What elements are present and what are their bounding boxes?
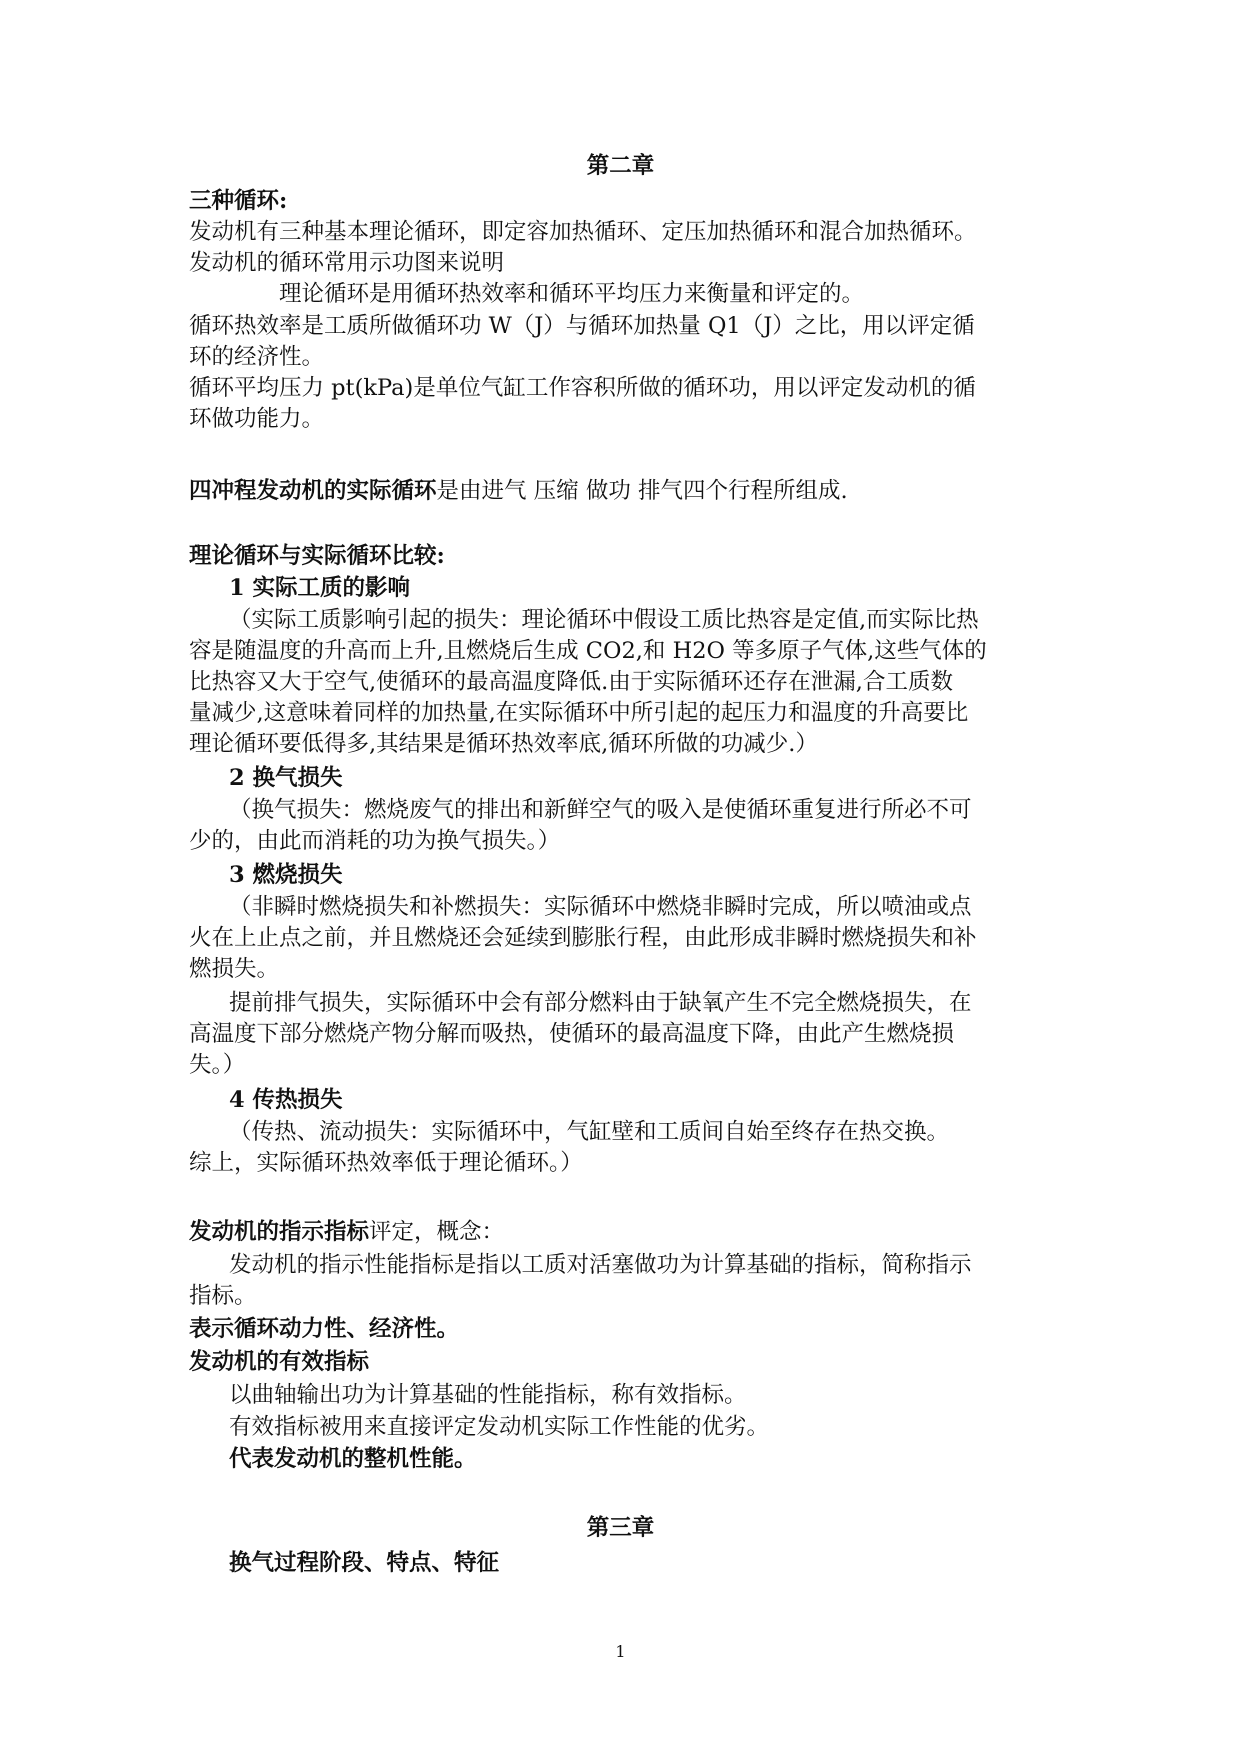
paragraph-line: 容是随温度的升高而上升,且燃烧后生成 CO2,和 H2O 等多原子气体,这些气体的 bbox=[189, 638, 987, 664]
paragraph-line: 以曲轴输出功为计算基础的性能指标，称有效指标。 bbox=[229, 1382, 747, 1408]
paragraph-line: 发动机的循环常用示功图来说明 bbox=[189, 250, 505, 276]
paragraph-line: 循环热效率是工质所做循环功 W（J）与循环加热量 Q1（J）之比，用以评定循 bbox=[189, 313, 975, 339]
paragraph-line: 综上，实际循环热效率低于理论循环。） bbox=[189, 1150, 583, 1176]
paragraph-line: 理论循环是用循环热效率和循环平均压力来衡量和评定的。 bbox=[279, 281, 865, 307]
paragraph-line: 失。） bbox=[189, 1052, 246, 1078]
page-number: 1 bbox=[615, 1642, 626, 1661]
paragraph-line: 循环平均压力 pt(kPa)是单位气缸工作容积所做的循环功，用以评定发动机的循 bbox=[189, 375, 976, 401]
paragraph-line: （传热、流动损失：实际循环中，气缸壁和工质间自始至终存在热交换。 bbox=[229, 1119, 950, 1145]
indicator-rest: 评定，概念： bbox=[369, 1219, 505, 1245]
four-stroke-paragraph bbox=[189, 476, 848, 507]
compare-heading: 理论循环与实际循环比较: bbox=[189, 543, 445, 569]
paragraph-line: 高温度下部分燃烧产物分解而吸热，使循环的最高温度下降，由此产生燃烧损 bbox=[189, 1021, 955, 1047]
paragraph-line: 火在上止点之前，并且燃烧还会延续到膨胀行程，由此形成非瞬时燃烧损失和补 bbox=[189, 925, 977, 951]
paragraph-line: （实际工质影响引起的损失：理论循环中假设工质比热容是定值,而实际比热 bbox=[229, 607, 979, 633]
indicator-term: 发动机的指示指标 bbox=[189, 1219, 370, 1245]
indicator-note: 表示循环动力性、经济性。 bbox=[189, 1316, 460, 1342]
four-stroke-description: 是由进气 压缩 做功 排气四个行程所组成. bbox=[436, 478, 848, 504]
paragraph-line: 量减少,这意味着同样的加热量,在实际循环中所引起的起压力和温度的升高要比 bbox=[189, 700, 969, 726]
paragraph-line: 理论循环要低得多,其结果是循环热效率底,循环所做的功减少.） bbox=[189, 731, 818, 757]
item-3-heading: 3 燃烧损失 bbox=[229, 862, 343, 888]
chapter-2-title: 第二章 bbox=[586, 153, 655, 179]
paragraph-line: （非瞬时燃烧损失和补燃损失：实际循环中燃烧非瞬时完成，所以喷油或点 bbox=[229, 894, 972, 920]
paragraph-line: 发动机的指示性能指标是指以工质对活塞做功为计算基础的指标，简称指示 bbox=[229, 1252, 972, 1278]
paragraph-line: 环的经济性。 bbox=[189, 344, 325, 370]
paragraph-line: 比热容又大于空气,使循环的最高温度降低.由于实际循环还存在泄漏,合工质数 bbox=[189, 669, 953, 695]
item-1-heading: 1 实际工质的影响 bbox=[229, 575, 410, 601]
item-4-heading: 4 传热损失 bbox=[229, 1087, 343, 1113]
paragraph-line: 指标。 bbox=[189, 1283, 257, 1309]
paragraph-line: 有效指标被用来直接评定发动机实际工作性能的优劣。 bbox=[229, 1414, 770, 1440]
paragraph-line: 燃损失。 bbox=[189, 956, 280, 982]
paragraph-line: 少的，由此而消耗的功为换气损失。） bbox=[189, 828, 561, 854]
three-cycles-heading: 三种循环: bbox=[189, 188, 288, 214]
paragraph-line: 环做功能力。 bbox=[189, 406, 325, 432]
item-2-heading: 2 换气损失 bbox=[229, 765, 343, 791]
paragraph-line: 提前排气损失，实际循环中会有部分燃料由于缺氧产生不完全燃烧损失，在 bbox=[229, 990, 972, 1016]
effective-summary: 代表发动机的整机性能。 bbox=[229, 1446, 477, 1472]
gas-exchange-heading: 换气过程阶段、特点、特征 bbox=[229, 1550, 500, 1576]
indicator-heading bbox=[189, 1217, 504, 1248]
paragraph-line: 发动机有三种基本理论循环，即定容加热循环、定压加热循环和混合加热循环。 bbox=[189, 219, 977, 245]
effective-heading: 发动机的有效指标 bbox=[189, 1349, 370, 1375]
chapter-3-title: 第三章 bbox=[586, 1515, 655, 1541]
paragraph-line: （换气损失：燃烧废气的排出和新鲜空气的吸入是使循环重复进行所必不可 bbox=[229, 797, 972, 823]
four-stroke-term: 四冲程发动机的实际循环 bbox=[189, 478, 437, 504]
